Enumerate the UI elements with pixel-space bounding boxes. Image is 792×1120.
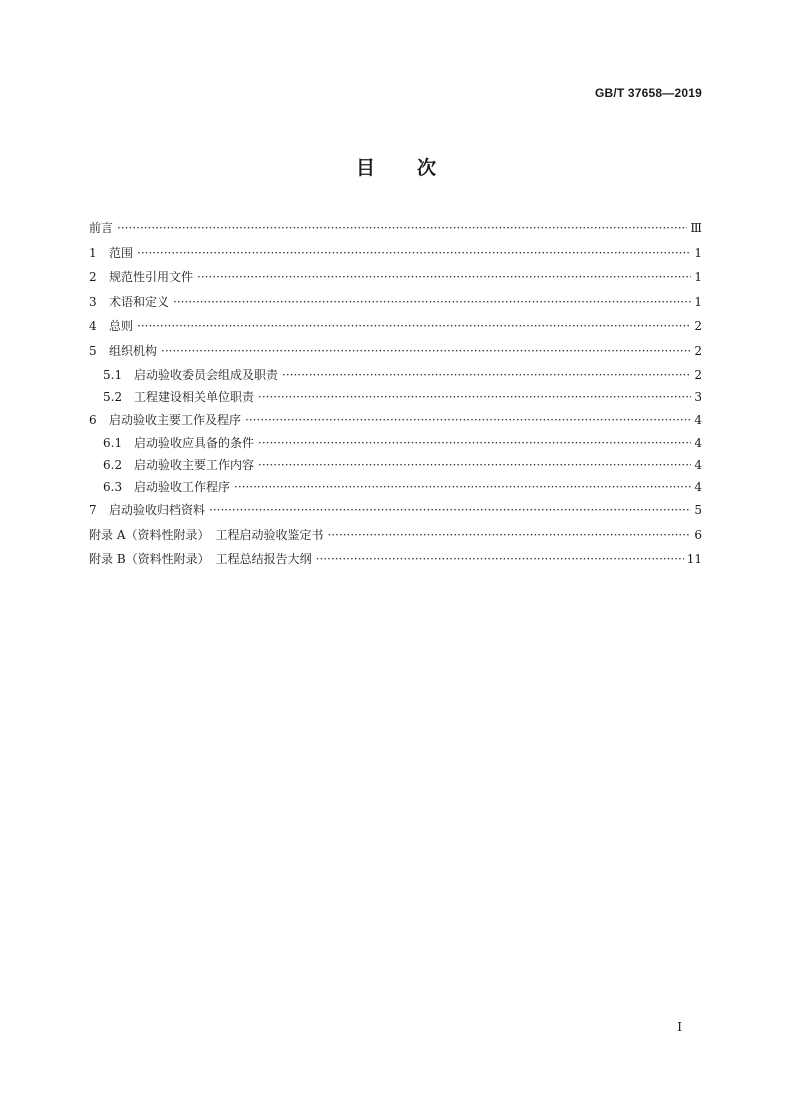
toc-dot-leader [282, 364, 691, 386]
toc-entry-page: 1 [694, 294, 702, 309]
toc-entry-number: 5.2 [103, 389, 123, 404]
table-of-contents [89, 216, 702, 572]
toc-entry-label: 范围 [109, 245, 134, 260]
toc-entry-label: 附录 B（资料性附录） 工程总结报告大纲 [89, 552, 312, 567]
toc-entry-page: 1 [694, 270, 702, 285]
toc-entry[interactable] [89, 386, 702, 408]
toc-entry-label: 规范性引用文件 [109, 270, 194, 285]
toc-entry-label: 附录 A（资料性附录） 工程启动验收鉴定书 [89, 527, 324, 542]
toc-entry-label: 启动验收归档资料 [109, 503, 206, 518]
toc-entry-number: 6.3 [103, 480, 123, 495]
toc-dot-leader [161, 339, 691, 364]
toc-entry-label: 启动验收应具备的条件 [134, 436, 255, 451]
toc-entry[interactable] [89, 498, 702, 523]
toc-entry[interactable] [89, 523, 702, 548]
toc-entry-number: 6.1 [103, 436, 123, 451]
toc-entry[interactable] [89, 241, 702, 266]
toc-entry[interactable] [89, 265, 702, 290]
toc-entry[interactable] [89, 216, 702, 241]
toc-entry-page: 2 [694, 343, 702, 358]
toc-entry-number: 2 [89, 270, 97, 285]
toc-dot-leader [258, 432, 691, 454]
toc-entry-page: 2 [694, 319, 702, 334]
toc-entry-page: Ⅲ [690, 221, 702, 235]
toc-entry-page: 11 [686, 552, 702, 567]
toc-entry-page: 4 [694, 436, 702, 451]
toc-dot-leader [258, 454, 691, 476]
toc-dot-leader [173, 290, 691, 315]
toc-entry[interactable] [89, 339, 702, 364]
toc-entry-label: 启动验收工作程序 [134, 480, 231, 495]
toc-entry-label: 组织机构 [109, 343, 158, 358]
toc-entry-label: 启动验收委员会组成及职责 [134, 367, 279, 382]
toc-dot-leader [117, 216, 687, 241]
toc-entry-label: 工程建设相关单位职责 [134, 389, 255, 404]
toc-dot-leader [258, 386, 691, 408]
title-char-2: 次 [417, 157, 437, 179]
toc-entry[interactable] [89, 408, 702, 433]
toc-entry-number: 6.2 [103, 458, 123, 473]
page-title [0, 153, 792, 180]
toc-entry-number: 7 [89, 503, 97, 518]
toc-entry-page: 4 [694, 458, 702, 473]
toc-entry-page: 5 [694, 503, 702, 518]
toc-entry-label: 术语和定义 [109, 294, 170, 309]
toc-entry-number: 3 [89, 294, 97, 309]
toc-entry-label: 启动验收主要工作内容 [134, 458, 255, 473]
toc-dot-leader [197, 265, 691, 290]
toc-entry-page: 4 [694, 412, 702, 427]
toc-entry-number: 5.1 [103, 367, 123, 382]
toc-entry[interactable] [89, 547, 702, 572]
toc-entry-number: 1 [89, 245, 97, 260]
standard-code: GB/T 37658—2019 [594, 86, 702, 100]
toc-entry[interactable] [89, 432, 702, 454]
toc-entry[interactable] [89, 454, 702, 476]
toc-entry-label: 启动验收主要工作及程序 [109, 412, 242, 427]
toc-entry[interactable] [89, 476, 702, 498]
toc-dot-leader [137, 241, 691, 266]
toc-entry-page: 4 [694, 480, 702, 495]
toc-dot-leader [234, 476, 691, 498]
toc-entry[interactable] [89, 314, 702, 339]
toc-entry[interactable] [89, 290, 702, 315]
toc-entry-label: 前言 [89, 221, 114, 235]
toc-entry-number: 6 [89, 412, 97, 427]
toc-entry[interactable] [89, 364, 702, 386]
toc-entry-number: 5 [89, 343, 97, 358]
toc-entry-page: 6 [694, 527, 702, 542]
toc-dot-leader [245, 408, 691, 433]
toc-entry-page: 2 [694, 367, 702, 382]
toc-dot-leader [316, 547, 684, 572]
toc-entry-label: 总则 [109, 319, 134, 334]
toc-entry-page: 3 [694, 389, 702, 404]
toc-dot-leader [137, 314, 691, 339]
toc-entry-number: 4 [89, 319, 97, 334]
toc-dot-leader [209, 498, 691, 523]
page-number: Ⅰ [677, 1020, 682, 1034]
toc-entry-page: 1 [694, 245, 702, 260]
title-char-1: 目 [355, 157, 375, 179]
toc-dot-leader [327, 523, 691, 548]
